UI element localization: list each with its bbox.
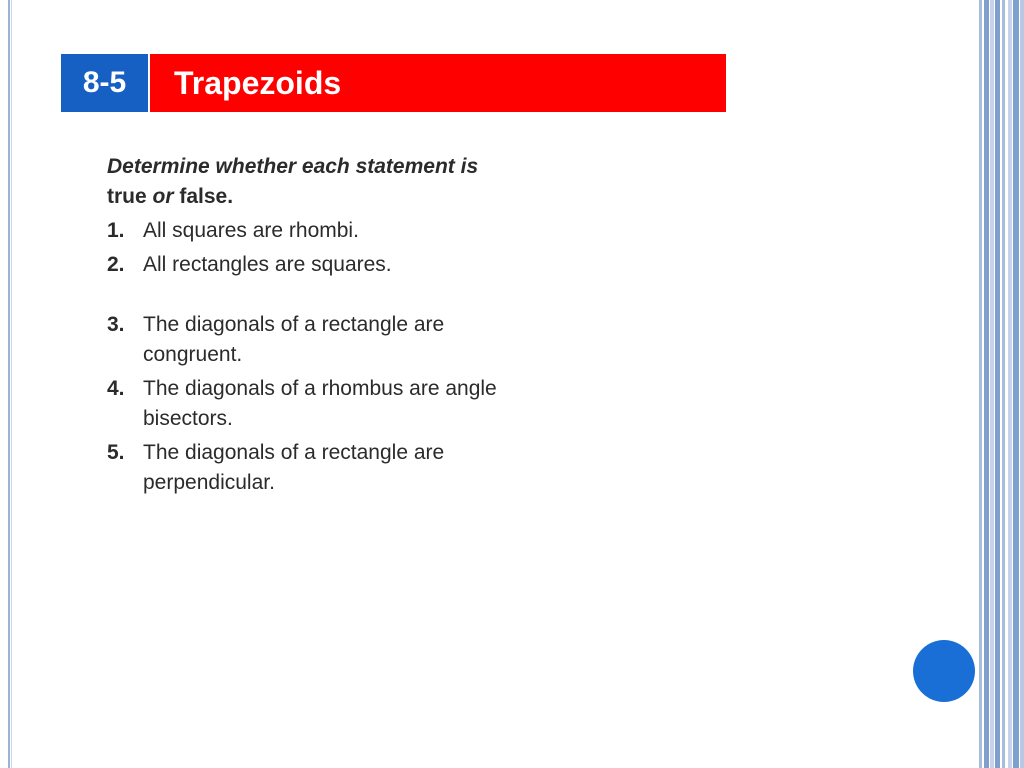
left-border-line [8, 0, 10, 768]
right-stripe-bar [979, 0, 982, 768]
instruction-or: or [146, 185, 180, 208]
exercise-item [107, 250, 547, 280]
item-number: 1. [107, 219, 125, 242]
exercise-block [107, 152, 547, 502]
right-stripe-bar [984, 0, 989, 768]
decorative-circle [913, 640, 975, 702]
title-bar [61, 54, 726, 112]
exercise-item [107, 310, 547, 370]
left-border-line-inner [11, 0, 12, 768]
right-stripe-bar [1020, 0, 1024, 768]
exercise-item [107, 438, 547, 498]
right-stripe-bar [1008, 0, 1012, 768]
item-text: The diagonals of a rectangle are perpendicular. [143, 441, 445, 494]
section-number-badge: 8-5 [61, 54, 148, 112]
item-text: The diagonals of a rhombus are angle bisectors. [143, 377, 497, 430]
right-stripe-bar [1002, 0, 1005, 768]
item-text: All squares are rhombi. [143, 219, 359, 242]
instruction-false: false [179, 185, 228, 208]
exercise-instruction [107, 152, 487, 212]
exercise-item [107, 374, 547, 434]
item-text: The diagonals of a rectangle are congruent. [143, 313, 445, 366]
instruction-period: . [227, 185, 234, 208]
right-stripe-bar [995, 0, 1000, 768]
item-number: 4. [107, 377, 125, 400]
item-text: All rectangles are squares. [143, 253, 392, 276]
right-stripe-bar [990, 0, 994, 768]
right-stripe-bar [1013, 0, 1019, 768]
slide-title [150, 54, 726, 112]
instruction-text: Determine whether each statement is [107, 155, 479, 178]
item-number: 5. [107, 441, 125, 464]
instruction-true: true [107, 185, 147, 208]
slide-title-text: Trapezoids [174, 64, 342, 101]
item-number: 2. [107, 253, 125, 276]
exercise-item [107, 216, 547, 246]
item-number: 3. [107, 313, 125, 336]
